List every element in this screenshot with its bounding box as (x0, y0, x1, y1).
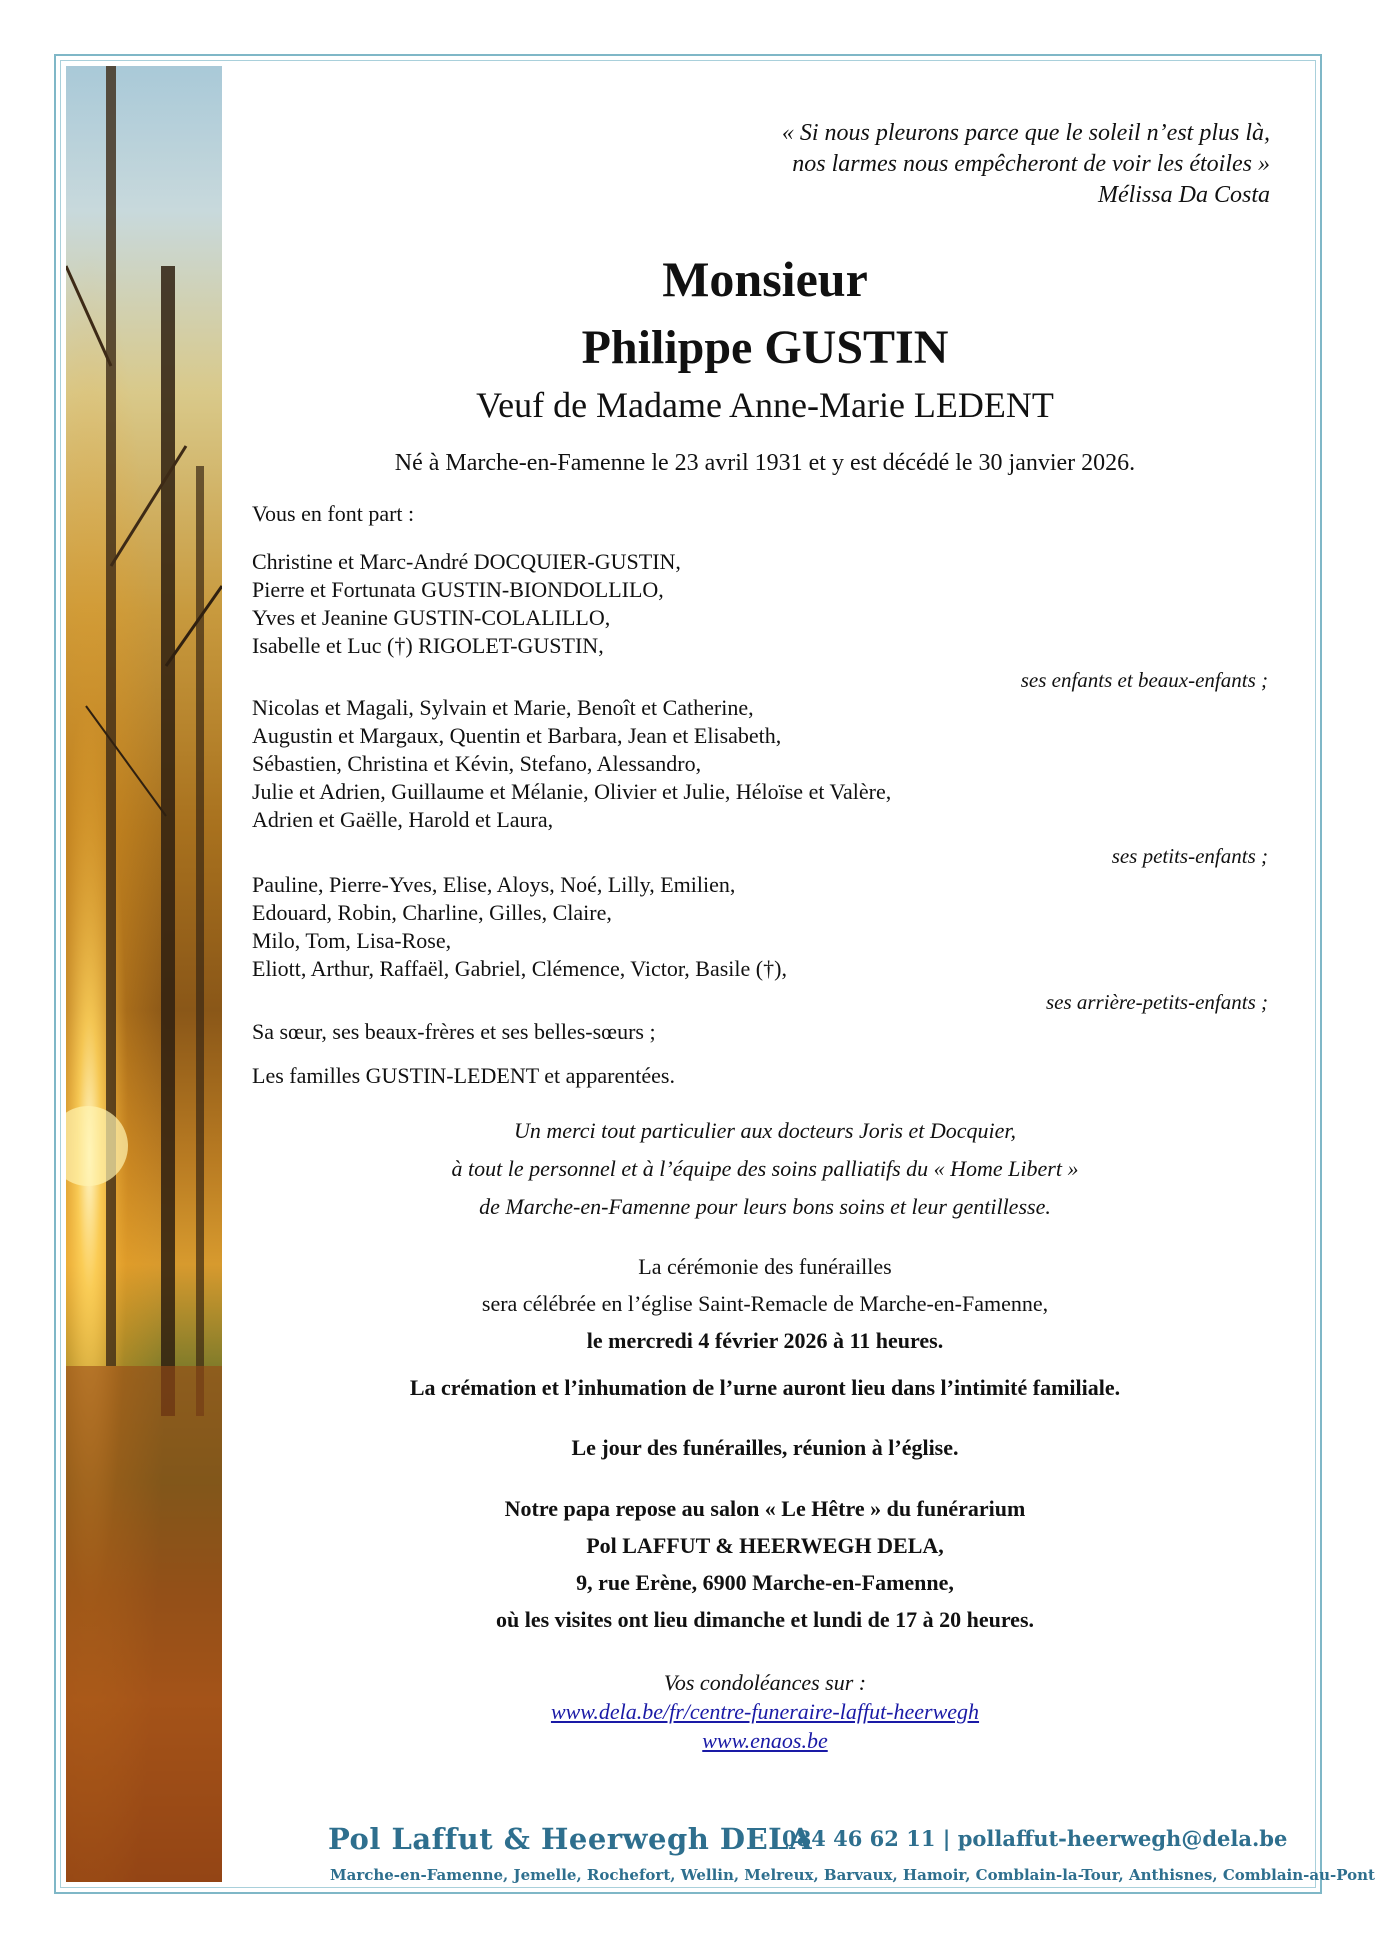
families-line: Les familles GUSTIN-LEDENT et apparentées. (252, 1063, 675, 1088)
funeral-home-locations: Marche-en-Famenne, Jemelle, Rochefort, Wellin, Melreux, Barvaux, Hamoir, Comblain-la-Tour, Anthisnes, Comblain-au-Pont (330, 1866, 1375, 1884)
list-item: Edouard, Robin, Charline, Gilles, Claire, (252, 900, 612, 925)
thanks-line: de Marche-en-Famenne pour leurs bons soins et leur gentillesse. (479, 1194, 1051, 1219)
repose-line: Pol LAFFUT & HEERWEGH DELA, (586, 1533, 944, 1558)
epigraph (782, 118, 1270, 211)
honorific: Monsieur (662, 251, 868, 307)
children-role: ses enfants et beaux-enfants ; (1020, 668, 1268, 692)
ceremony-line: La cérémonie des funérailles (638, 1254, 892, 1279)
announce-line: Vous en font part : (252, 501, 415, 526)
list-item: Yves et Jeanine GUSTIN-COLALILLO, (252, 605, 611, 630)
grandchildren-role: ses petits-enfants ; (1111, 844, 1268, 868)
siblings-line: Sa sœur, ses beaux-frères et ses belles-sœurs ; (252, 1019, 656, 1044)
list-item: Pauline, Pierre-Yves, Elise, Aloys, Noé, Lilly, Emilien, (252, 872, 736, 897)
funeral-home-contact: 084 46 62 11 | pollaffut-heerwegh@dela.be (782, 1826, 1288, 1851)
enaos-link[interactable]: www.enaos.be (702, 1728, 828, 1753)
thanks-line: Un merci tout particulier aux docteurs Joris et Docquier, (513, 1118, 1017, 1143)
list-item: Eliott, Arthur, Raffaël, Gabriel, Clémence, Victor, Basile (†), (252, 956, 787, 981)
list-item: Sébastien, Christina et Kévin, Stefano, Alessandro, (252, 751, 702, 776)
autumn-forest-image (66, 66, 222, 1882)
list-item: Isabelle et Luc (†) RIGOLET-GUSTIN, (252, 633, 604, 658)
repose-line: où les visites ont lieu dimanche et lundi de 17 à 20 heures. (495, 1607, 1035, 1632)
funeral-home-logo: Pol Laffut & Heerwegh DELA (328, 1822, 813, 1856)
quote-author: Mélissa Da Costa (1097, 182, 1270, 208)
great-grandchildren-role: ses arrière-petits-enfants ; (1045, 990, 1268, 1014)
birth-death-line: Né à Marche-en-Famenne le 23 avril 1931 et y est décédé le 30 janvier 2026. (394, 450, 1136, 476)
list-item: Adrien et Gaëlle, Harold et Laura, (252, 807, 554, 832)
condolences-block (250, 1668, 1280, 1755)
list-item: Pierre et Fortunata GUSTIN-BIONDOLLILO, (252, 577, 664, 602)
list-item: Augustin et Margaux, Quentin et Barbara, Jean et Elisabeth, (252, 723, 782, 748)
autumn-forest-illustration (66, 66, 222, 1882)
list-item: Julie et Adrien, Guillaume et Mélanie, Olivier et Julie, Héloïse et Valère, (252, 779, 892, 804)
deceased-name: Philippe GUSTIN (581, 321, 949, 374)
grandchildren-list (252, 694, 891, 834)
ceremony-paragraph (250, 1248, 1280, 1359)
ceremony-date: le mercredi 4 février 2026 à 11 heures. (586, 1328, 944, 1353)
repose-line: Notre papa repose au salon « Le Hêtre » du funérarium (504, 1496, 1026, 1521)
list-item: Milo, Tom, Lisa-Rose, (252, 928, 452, 953)
quote-line-1: « Si nous pleurons parce que le soleil n’est plus là, (781, 120, 1270, 146)
list-item: Nicolas et Magali, Sylvain et Marie, Benoît et Catherine, (252, 695, 754, 720)
dela-condolences-link[interactable]: www.dela.be/fr/centre-funeraire-laffut-heerwegh (550, 1699, 980, 1724)
thanks-paragraph (250, 1112, 1280, 1226)
thanks-line: à tout le personnel et à l’équipe des soins palliatifs du « Home Libert » (451, 1156, 1079, 1181)
children-list (252, 548, 681, 660)
reunion-line: Le jour des funérailles, réunion à l’église. (571, 1435, 959, 1460)
condolences-label: Vos condoléances sur : (663, 1670, 867, 1695)
spouse-line: Veuf de Madame Anne-Marie LEDENT (476, 385, 1054, 425)
list-item: Christine et Marc-André DOCQUIER-GUSTIN, (252, 549, 681, 574)
ceremony-line: sera célébrée en l’église Saint-Remacle de Marche-en-Famenne, (481, 1291, 1049, 1316)
great-grandchildren-list (252, 871, 787, 983)
repose-paragraph (250, 1490, 1280, 1638)
repose-line: 9, rue Erène, 6900 Marche-en-Famenne, (576, 1570, 954, 1595)
quote-line-2: nos larmes nous empêcheront de voir les étoiles » (792, 151, 1270, 177)
cremation-line: La crémation et l’inhumation de l’urne auront lieu dans l’intimité familiale. (409, 1375, 1121, 1400)
